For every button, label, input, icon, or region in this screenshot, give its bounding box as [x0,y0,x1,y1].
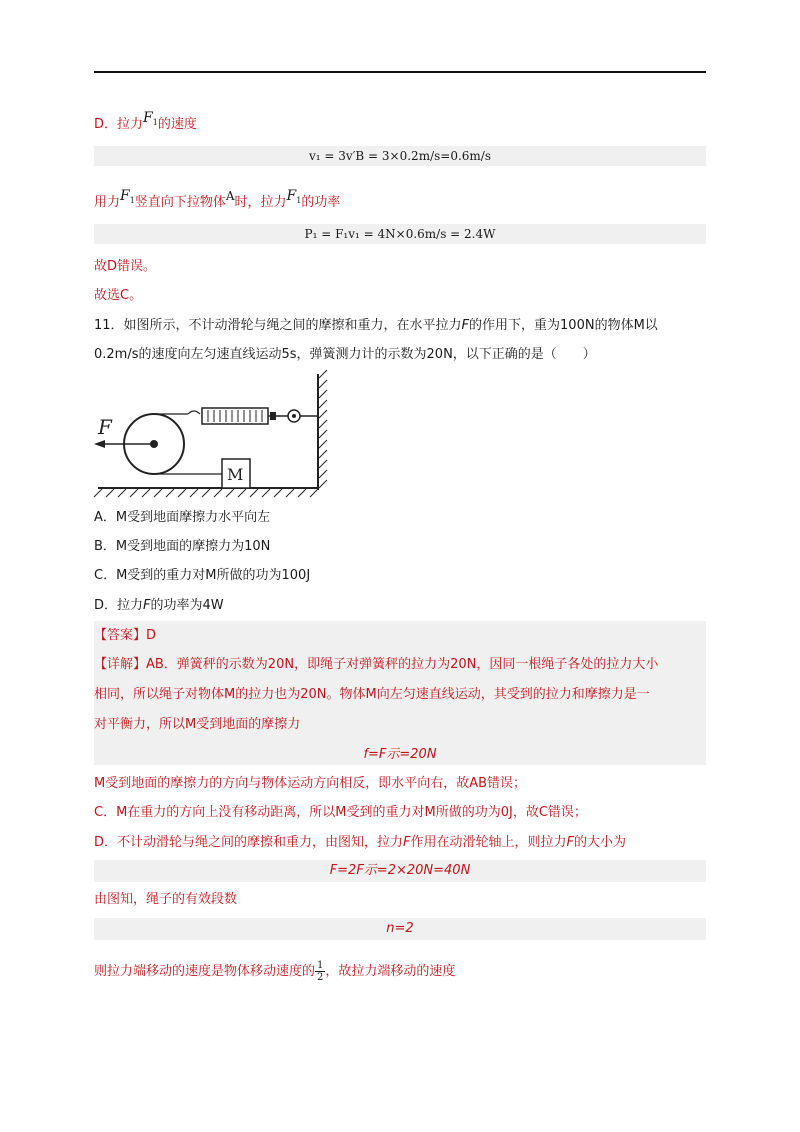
explanation-line6: D．不计动滑轮与绳之间的摩擦和重力，由图知，拉力F作用在动滑轮轴上，则拉力F的大小为 [94,835,627,850]
prev-option-d: D．拉力$F_1$的速度 [94,110,197,132]
explanation-line1: 【详解】AB．弹簧秤的示数为20N，即绳子对弹簧秤的拉力为20N，因同一根绳子各处的拉力大小 [94,657,659,672]
explanation-line7: 由图知，绳子的有效段数 [94,892,238,907]
force-label: F [98,415,112,439]
option-a: A．M受到地面摩擦力水平向左 [94,510,271,525]
symbol-F1: $F_1$ [120,188,135,205]
formula-force: F=2F示=2×20N=40N [329,863,471,878]
explanation-line3: 对平衡力，所以M受到地面的摩擦力 [94,717,301,732]
option-d: D．拉力F的功率为4W [94,598,224,613]
answer-label: 【答案】D [94,628,157,643]
formula-p1: P₁ = F₁v₁ = 4N×0.6m/s = 2.4W [304,227,496,241]
symbol-F1: $F_1$ [286,188,302,205]
prev-d-wrong: 故D错误。 [94,259,157,274]
symbol-F1: $F_1$ [143,110,158,127]
explanation-line2: 相同，所以绳子对物体M的拉力也为20N。物体M向左匀速直线运动，其受到的拉力和摩擦力是一 [94,687,650,702]
symbol-A: A [225,189,235,203]
spring-scale [202,408,268,424]
explanation-line8: 则拉力端移动的速度是物体移动速度的 $\frac{1}{2}$ ，故拉力端移动的速度 [94,960,456,983]
pulley-figure [90,368,350,500]
formula-friction: f=F示=20N [363,747,437,762]
option-b: B．M受到地面的摩擦力为10N [94,539,271,554]
header-rule [94,71,706,73]
formula-n: n=2 [386,921,414,936]
q11-stem-line1: 11．如图所示，不计动滑轮与绳之间的摩擦和重力，在水平拉力F的作用下，重为100N的物体M以 [94,318,658,333]
block-label: M [227,465,244,484]
q11-stem-line2: 0.2m/s的速度向左匀速直线运动5s，弹簧测力计的示数为20N，以下正确的是（ ） [94,347,596,362]
fraction-one-half: $\frac{1}{2}$ [317,960,324,983]
explanation-line5: C．M在重力的方向上没有移动距离，所以M受到的重力对M所做的功为0J，故C错误； [94,805,587,820]
explanation-line4: M受到地面的摩擦力的方向与物体运动方向相反，即水平向右，故AB错误； [94,776,527,791]
option-c: C．M受到的重力对M所做的功为100J [94,568,311,583]
prev-choose: 故选C。 [94,288,143,303]
formula-v1: v₁ = 3v′B = 3×0.2m/s=0.6m/s [309,149,491,163]
prev-use-force: 用力$F_1$竖直向下拉物体A时，拉力$F_1$的功率 [94,188,341,210]
